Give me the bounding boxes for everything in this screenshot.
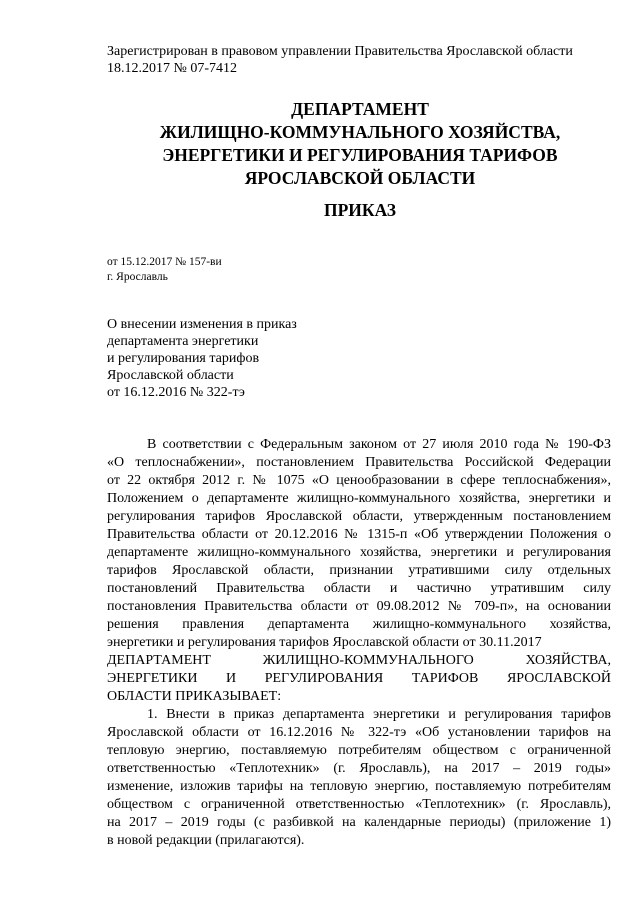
preamble-line: Правительства области от 20.12.2016 № 1315-п «Об утверждении Положения о	[107, 527, 611, 542]
preamble-line: «О теплоснабжении», постановлением Правительства Российской Федерации	[107, 455, 611, 470]
preamble-line: В соответствии с Федеральным законом от 27 июля 2010 года № 190-ФЗ	[147, 437, 611, 452]
department-line-3: ЭНЕРГЕТИКИ И РЕГУЛИРОВАНИЯ ТАРИФОВ	[162, 145, 558, 165]
item-1-line: Ярославской области от 16.12.2016 № 322-тэ «Об установлении тарифов на	[107, 725, 611, 740]
preamble-line: постановления Правительства области от 09.08.2012 № 709-п», на основании	[107, 599, 611, 614]
subject-line-2: департамента энергетики	[107, 334, 259, 349]
subject-line-3: и регулирования тарифов	[107, 351, 260, 366]
order-title: ПРИКАЗ	[323, 200, 397, 220]
orders-line: ДЕПАРТАМЕНТ ЖИЛИЩНО-КОММУНАЛЬНОГО ХОЗЯЙСТВА,	[107, 653, 611, 668]
order-body	[107, 436, 611, 850]
preamble-line: тарифов Ярославской области, признании утратившими силу отдельных	[107, 563, 611, 578]
subject-line-4: Ярославской области	[107, 368, 234, 383]
department-line-2: ЖИЛИЩНО-КОММУНАЛЬНОГО ХОЗЯЙСТВА,	[159, 122, 561, 142]
item-1-paragraph	[107, 706, 611, 850]
preamble-line-last: энергетики и регулирования тарифов Ярославской области от 30.11.2017	[107, 635, 542, 650]
preamble-paragraph	[107, 436, 611, 652]
subject-line-1: О внесении изменения в приказ	[107, 317, 297, 332]
item-1-line: ответственностью «Теплотехник» (г. Ярославль), на 2017 – 2019 годы»	[107, 761, 611, 776]
item-1-line: обществом с ограниченной ответственностью «Теплотехник» (г. Ярославль),	[107, 797, 611, 812]
preamble-line: решения правления департамента жилищно-коммунального хозяйства,	[107, 617, 611, 632]
order-meta	[107, 255, 222, 285]
item-1-line: тепловую энергию, поставляемую потребителям обществом с ограниченной	[107, 743, 611, 758]
department-line-1: ДЕПАРТАМЕНТ	[291, 99, 429, 119]
preamble-line: постановлений Правительства области и частично утратившим силу	[107, 581, 611, 596]
department-header	[70, 98, 640, 190]
item-1-line: 1. Внести в приказ департамента энергетики и регулирования тарифов	[147, 707, 611, 722]
item-1-line: изменение, изложив тарифы на тепловую энергию, поставляемую потребителям	[107, 779, 611, 794]
orders-statement	[107, 652, 611, 706]
order-city: г. Ярославль	[107, 271, 168, 283]
orders-line-last: ОБЛАСТИ ПРИКАЗЫВАЕТ:	[107, 689, 282, 704]
registration-line: Зарегистрирован в правовом управлении Правительства Ярославской области	[107, 44, 573, 59]
preamble-line: от 22 октября 2012 г. № 1075 «О ценообразовании в сфере теплоснабжения»,	[107, 473, 611, 488]
preamble-line: департаменте жилищно-коммунального хозяйства, энергетики и регулирования	[107, 545, 611, 560]
subject-line-5: от 16.12.2016 № 322-тэ	[107, 385, 245, 400]
item-1-line-last: в новой редакции (прилагаются).	[107, 833, 305, 848]
registration-note	[107, 43, 617, 77]
order-subject	[107, 316, 407, 401]
preamble-line: Положением о департаменте жилищно-коммунального хозяйства, энергетики и	[107, 491, 611, 506]
item-1-line: на 2017 – 2019 годы (с разбивкой на календарные периоды) (приложение 1)	[107, 815, 611, 830]
order-date-number: от 15.12.2017 № 157-ви	[107, 256, 222, 268]
registration-number: 18.12.2017 № 07-7412	[107, 61, 238, 76]
department-line-4: ЯРОСЛАВСКОЙ ОБЛАСТИ	[244, 168, 476, 188]
preamble-line: регулирования тарифов Ярославской области, утвержденным постановлением	[107, 509, 611, 524]
orders-line: ЭНЕРГЕТИКИ И РЕГУЛИРОВАНИЯ ТАРИФОВ ЯРОСЛАВСКОЙ	[107, 671, 611, 686]
